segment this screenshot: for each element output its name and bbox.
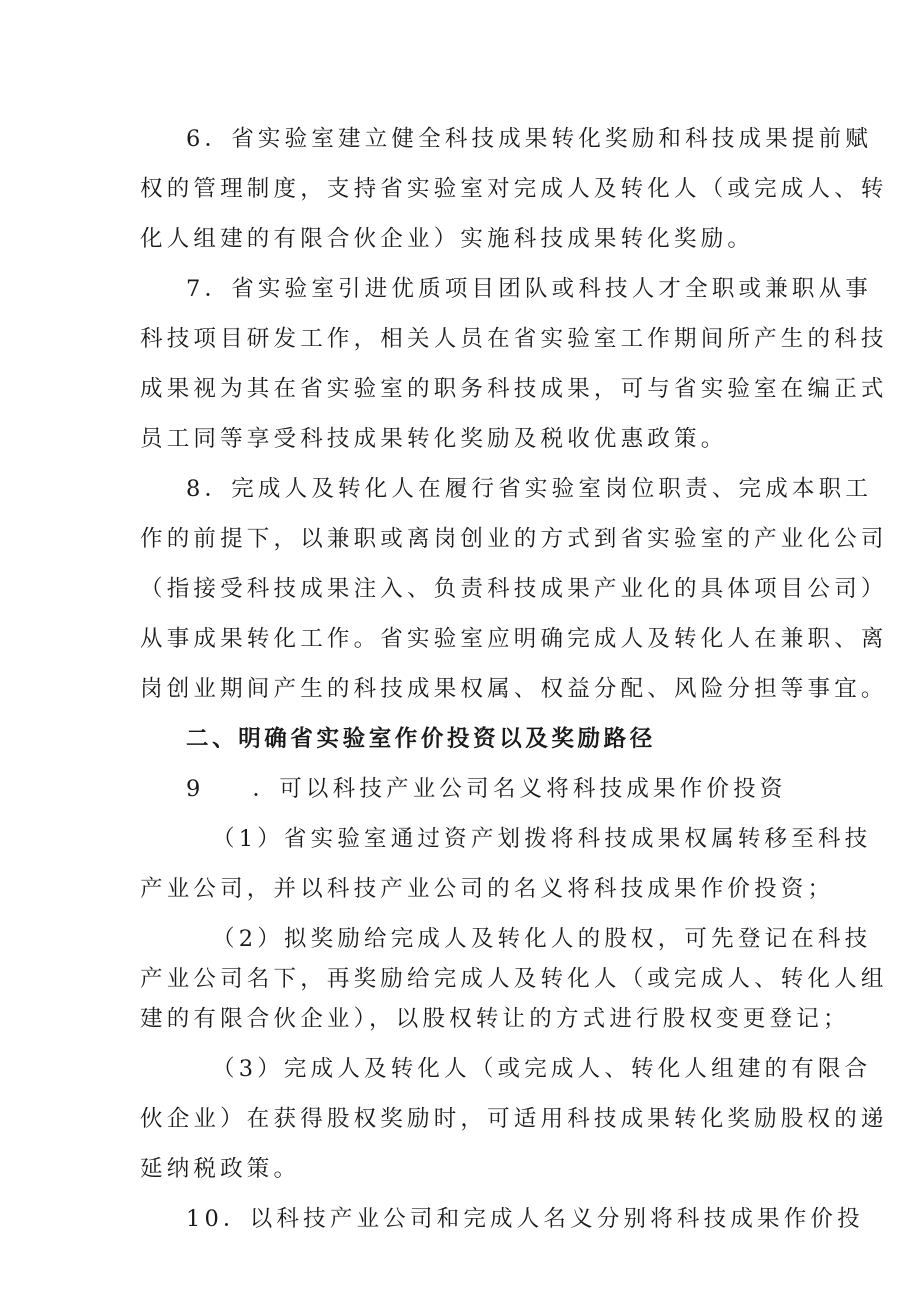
paragraph-6-line-3: 化人组建的有限合伙企业）实施科技成果转化奖励。 <box>140 226 755 252</box>
paragraph-8-line-3: （指接受科技成果注入、负责科技成果产业化的具体项目公司） <box>140 576 888 602</box>
item-9-3-line-3: 延纳税政策。 <box>140 1156 301 1182</box>
paragraph-9-text: ．可以科技产业公司名义将科技成果作价投资 <box>252 776 787 802</box>
item-9-2-line-3: 建的有限合伙企业），以股权转让的方式进行股权变更登记； <box>140 1006 850 1032</box>
paragraph-8-line-4: 从事成果转化工作。省实验室应明确完成人及转化人在兼职、离 <box>140 626 888 652</box>
paragraph-8-line-5: 岗创业期间产生的科技成果权属、权益分配、风险分担等事宜。 <box>140 676 888 702</box>
item-9-1-line-1: （1）省实验室通过资产划拨将科技成果权属转移至科技 <box>212 826 872 852</box>
paragraph-6-line-2: 权的管理制度，支持省实验室对完成人及转化人（或完成人、转 <box>140 176 888 202</box>
paragraph-10-line-1: 10．以科技产业公司和完成人名义分别将科技成果作价投 <box>186 1206 864 1232</box>
paragraph-7-line-3: 成果视为其在省实验室的职务科技成果，可与省实验室在编正式 <box>140 376 888 402</box>
item-9-1-line-2: 产业公司，并以科技产业公司的名义将科技成果作价投资； <box>140 876 835 902</box>
item-9-2-line-1: （2）拟奖励给完成人及转化人的股权，可先登记在科技 <box>212 926 872 952</box>
section-heading: 二、明确省实验室作价投资以及奖励路径 <box>186 726 656 752</box>
paragraph-8-line-1: 8．完成人及转化人在履行省实验室岗位职责、完成本职工 <box>186 476 873 502</box>
paragraph-7-line-2: 科技项目研发工作，相关人员在省实验室工作期间所产生的科技 <box>140 326 888 352</box>
paragraph-9-number: 9 <box>186 776 205 802</box>
item-9-3-line-1: （3）完成人及转化人（或完成人、转化人组建的有限合 <box>212 1056 872 1082</box>
paragraph-6-line-1: 6．省实验室建立健全科技成果转化奖励和科技成果提前赋 <box>186 126 873 152</box>
paragraph-9-line-1 <box>186 774 787 804</box>
paragraph-7-line-1: 7．省实验室引进优质项目团队或科技人才全职或兼职从事 <box>186 276 873 302</box>
paragraph-8-line-2: 作的前提下，以兼职或离岗创业的方式到省实验室的产业化公司 <box>140 526 888 552</box>
item-9-3-line-2: 伙企业）在获得股权奖励时，可适用科技成果转化奖励股权的递 <box>140 1106 888 1132</box>
item-9-2-line-2: 产业公司名下，再奖励给完成人及转化人（或完成人、转化人组 <box>140 966 888 992</box>
paragraph-7-line-4: 员工同等享受科技成果转化奖励及税收优惠政策。 <box>140 426 728 452</box>
